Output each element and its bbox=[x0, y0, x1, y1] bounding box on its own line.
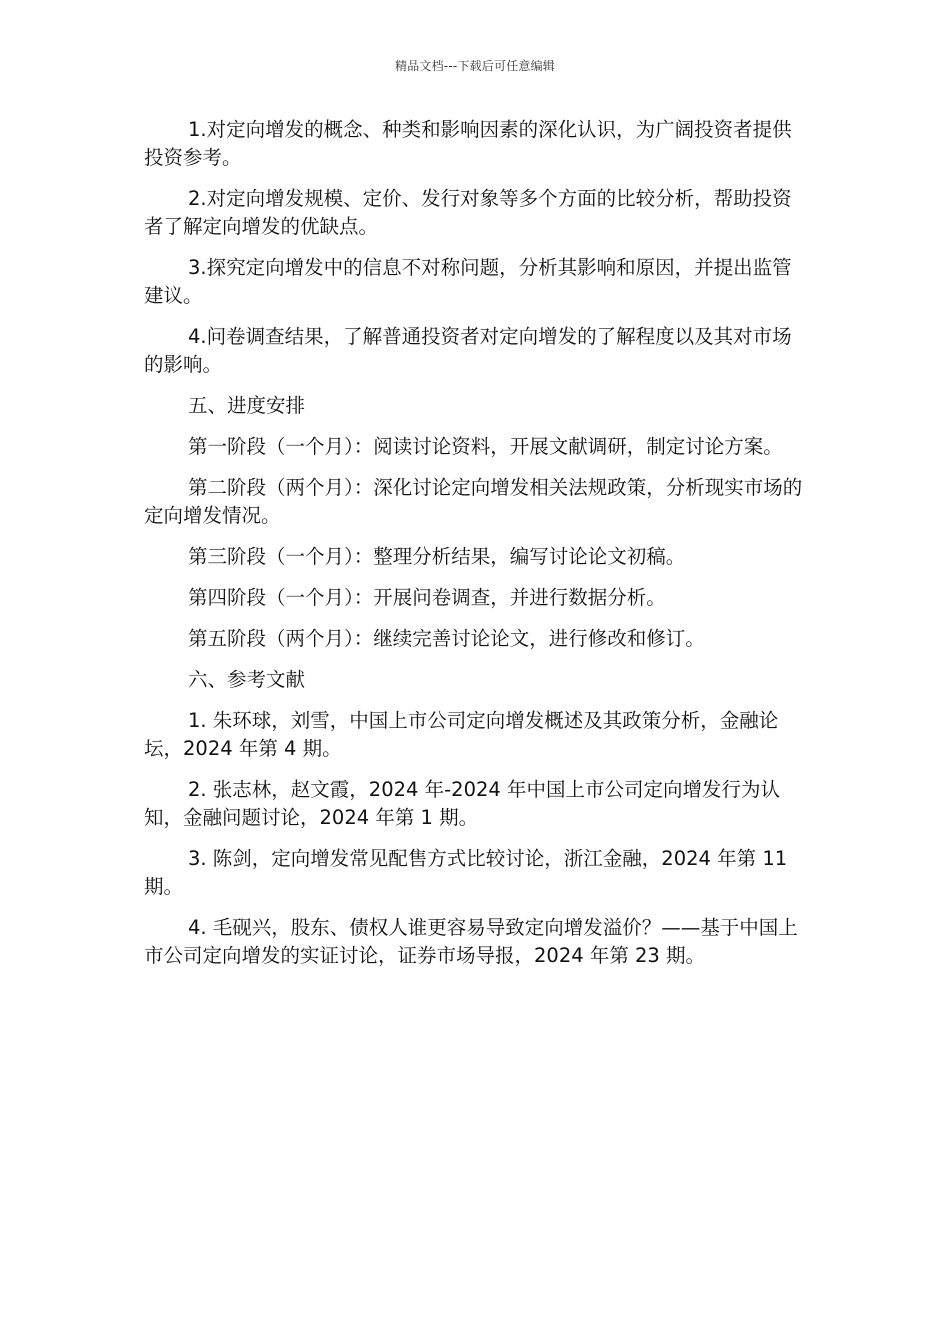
goal-item-2: 2.对定向增发规模、定价、发行对象等多个方面的比较分析，帮助投资者了解定向增发的优缺点。 bbox=[144, 187, 792, 238]
schedule-stage-2: 第二阶段（两个月）：深化讨论定向增发相关法规政策，分析现实市场的定向增发情况。 bbox=[144, 476, 803, 527]
section-heading-schedule: 五、进度安排 bbox=[188, 394, 306, 417]
reference-item-1: 1. 朱环球，刘雪，中国上市公司定向增发概述及其政策分析，金融论坛，2024 年第 4 期。 bbox=[144, 709, 779, 760]
section-heading-references: 六、参考文献 bbox=[188, 668, 306, 691]
goal-item-1: 1.对定向增发的概念、种类和影响因素的深化认识，为广阔投资者提供投资参考。 bbox=[144, 118, 792, 169]
schedule-stage-4: 第四阶段（一个月）：开展问卷调查，并进行数据分析。 bbox=[188, 586, 666, 609]
page-header: 精品文档---下载后可任意编辑 bbox=[395, 59, 555, 73]
schedule-stage-3: 第三阶段（一个月）：整理分析结果，编写讨论论文初稿。 bbox=[188, 545, 686, 568]
reference-item-2: 2. 张志林，赵文霞，2024 年-2024 年中国上市公司定向增发行为认知，金融问题讨论，2024 年第 1 期。 bbox=[144, 778, 780, 829]
schedule-stage-1: 第一阶段（一个月）：阅读讨论资料，开展文献调研，制定讨论方案。 bbox=[188, 435, 783, 458]
reference-item-4: 4. 毛砚兴，股东、债权人谁更容易导致定向增发溢价？——基于中国上市公司定向增发的实证讨论，证券市场导报，2024 年第 23 期。 bbox=[144, 916, 798, 967]
goal-item-3: 3.探究定向增发中的信息不对称问题，分析其影响和原因，并提出监管建议。 bbox=[144, 256, 792, 307]
goal-item-4: 4.问卷调查结果，了解普通投资者对定向增发的了解程度以及其对市场的影响。 bbox=[144, 325, 792, 376]
document-body bbox=[144, 116, 806, 983]
reference-item-3: 3. 陈剑，定向增发常见配售方式比较讨论，浙江金融，2024 年第 11 期。 bbox=[144, 847, 788, 898]
schedule-stage-5: 第五阶段（两个月）：继续完善讨论论文，进行修改和修订。 bbox=[188, 627, 705, 650]
